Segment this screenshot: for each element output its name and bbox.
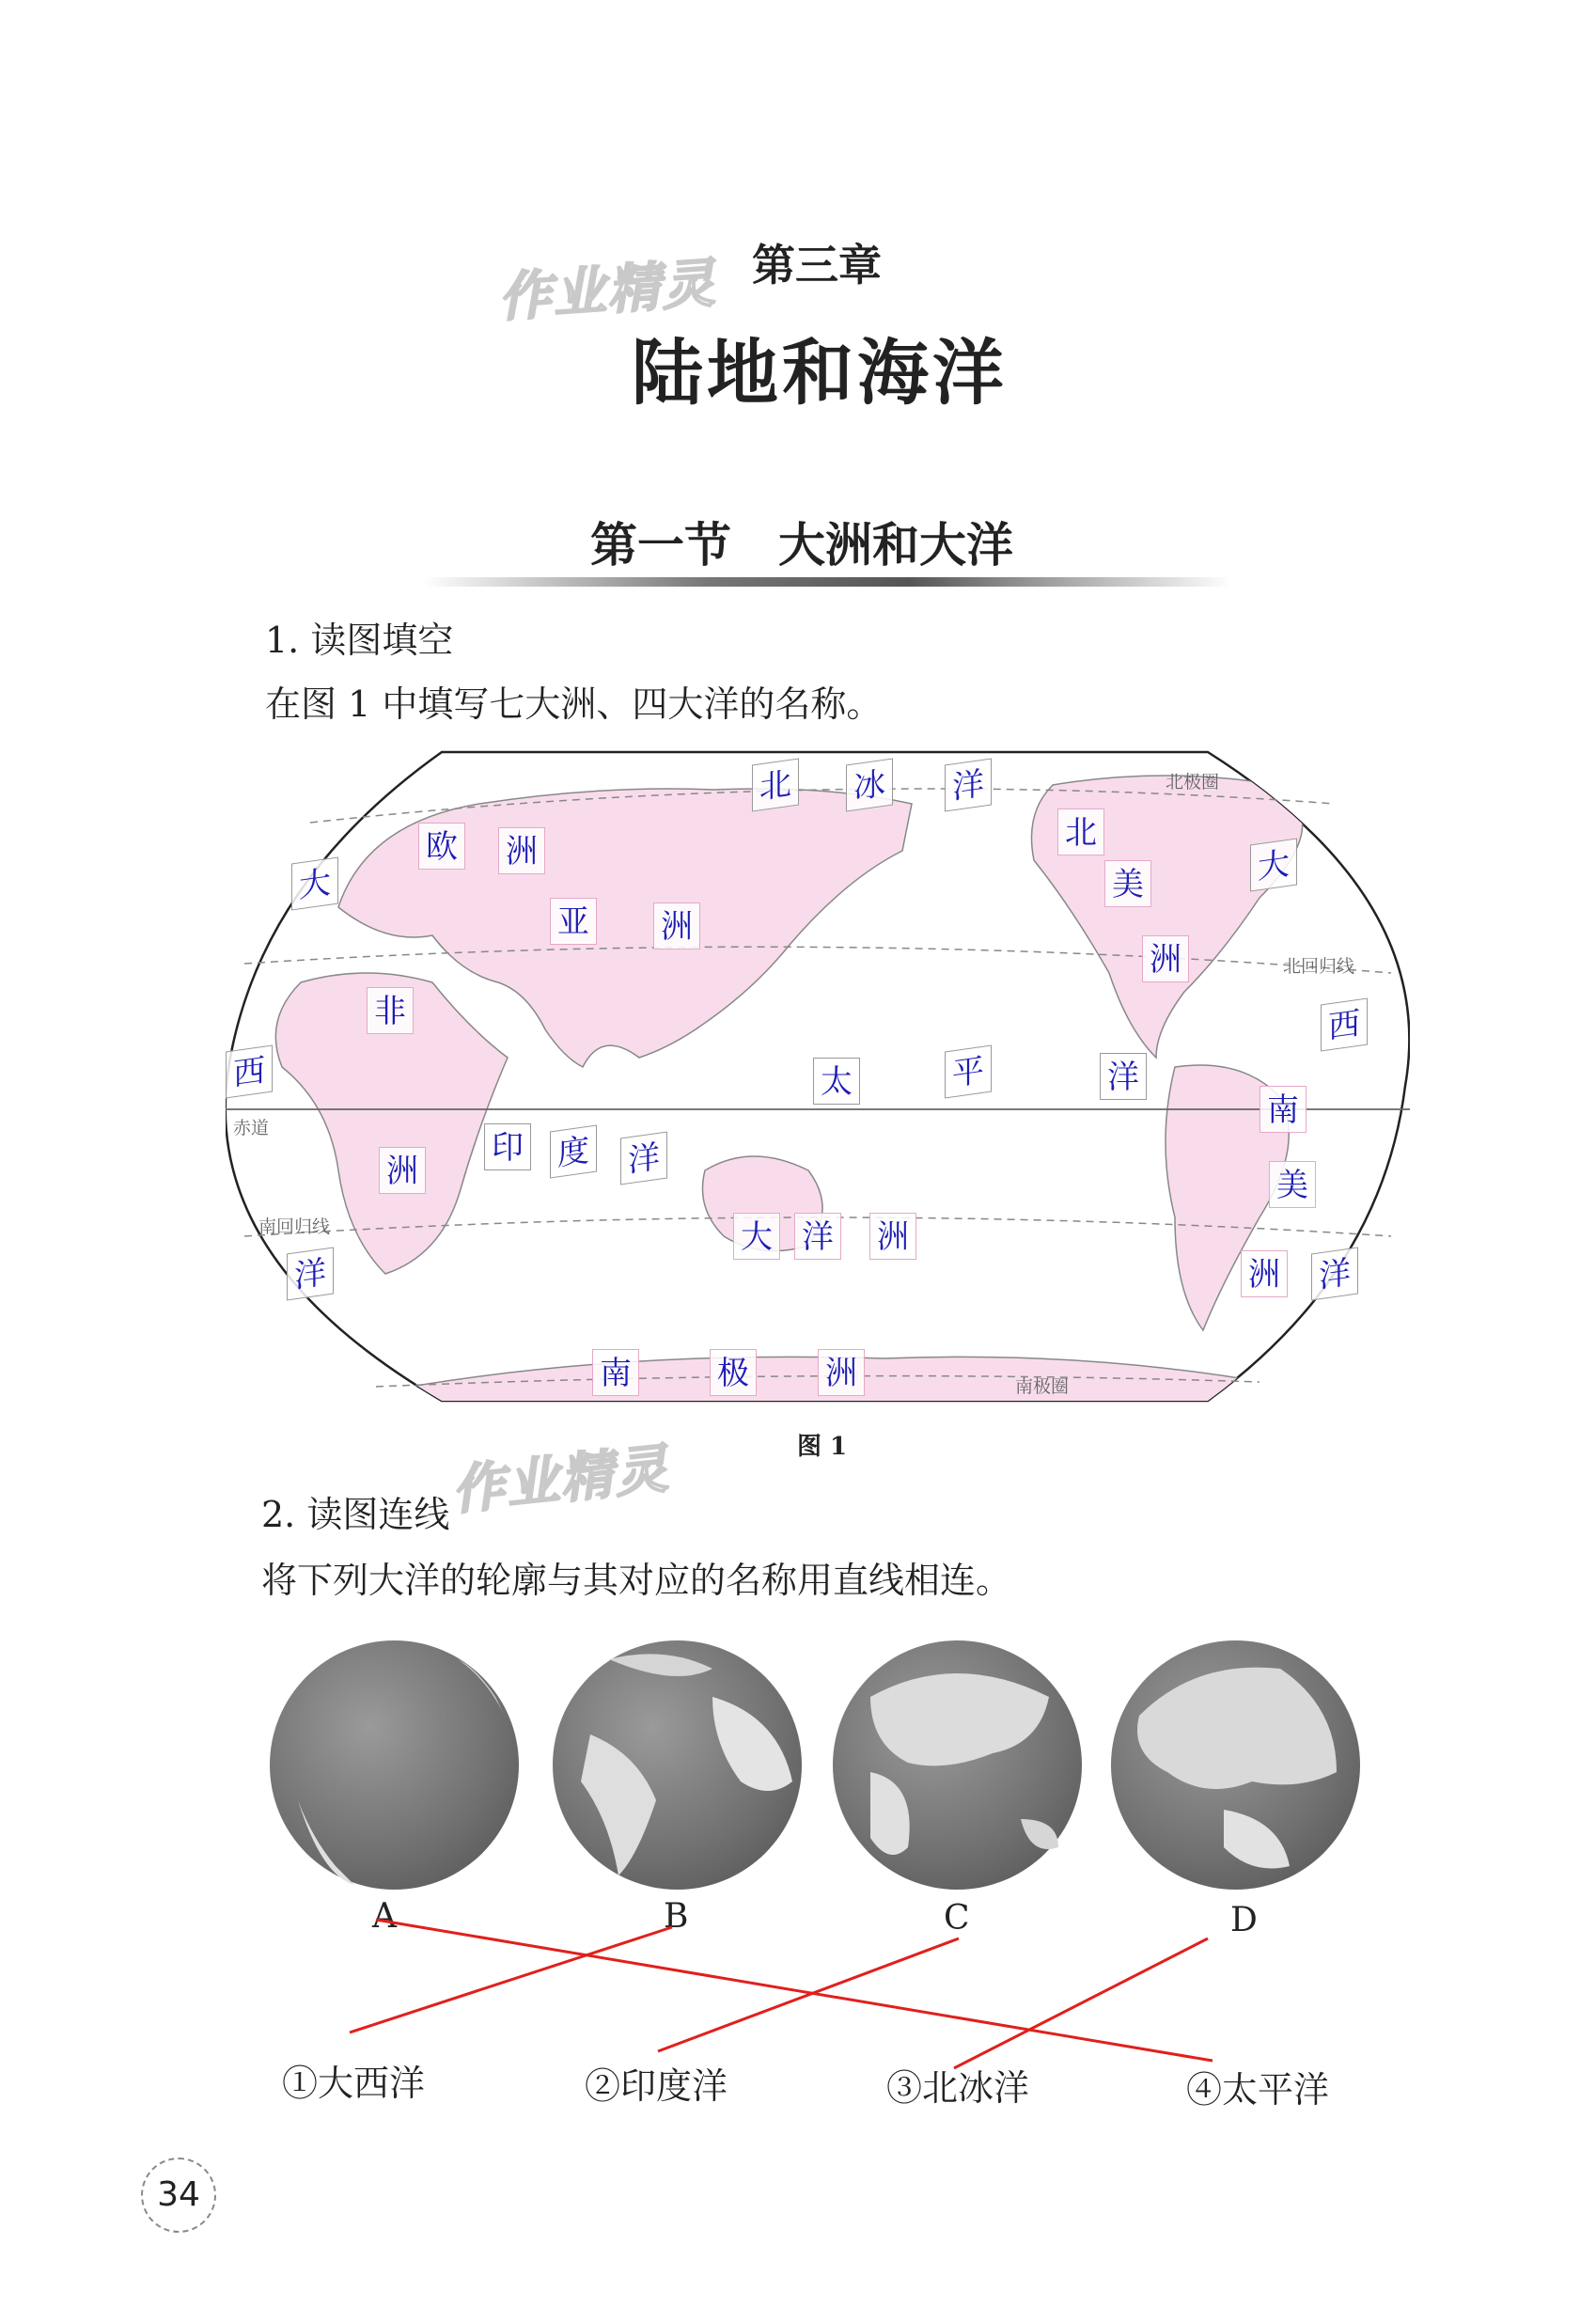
answer-label: 欧 [418,823,465,870]
answer-line-a-to-4 [376,1920,1213,2061]
answer-line-d-to-3 [954,1938,1208,2068]
map-label-tropic-of-cancer: 北回归线 [1283,956,1355,977]
answer-label: 西 [226,1044,273,1098]
answer-label: 北 [1057,808,1104,855]
answer-label: 平 [945,1044,992,1098]
chapter-label: 第三章 [752,240,882,290]
option-1: ①大西洋 [282,2063,426,2104]
q1-heading: 1. 读图填空 [265,620,454,661]
answer-label: 洋 [945,758,992,811]
answer-label: 印 [484,1123,531,1170]
q2-instruction: 将下列大洋的轮廓与其对应的名称用直线相连。 [261,1560,1012,1601]
q2-heading: 2. 读图连线 [261,1494,450,1535]
answer-label: 洲 [498,827,545,874]
option-2: ②印度洋 [585,2065,728,2107]
answer-label: 洲 [653,902,700,949]
answer-label: 洲 [1241,1250,1288,1297]
answer-label: 太 [813,1058,860,1105]
answer-label: 大 [733,1213,780,1260]
answer-label: 大 [291,856,338,910]
answer-label: 南 [592,1349,639,1396]
answer-label: 洋 [287,1247,334,1300]
answer-label: 南 [1260,1086,1307,1133]
globe-label-a: A [372,1897,397,1936]
answer-label: 亚 [550,898,597,945]
map-label-equator: 赤道 [233,1118,270,1138]
answer-line-c-to-2 [658,1938,959,2051]
globe-label-b: B [664,1897,689,1936]
answer-label: 洲 [1142,935,1189,982]
answer-label: 北 [752,758,799,811]
option-4: ④太平洋 [1186,2069,1330,2111]
page-number: 34 [141,2158,216,2233]
answer-label: 西 [1321,997,1368,1051]
option-3: ③北冰洋 [886,2067,1030,2109]
answer-label: 洲 [869,1213,916,1260]
answer-label: 极 [710,1349,757,1396]
map-label-tropic-of-capricorn: 南回归线 [258,1216,331,1237]
answer-label: 大 [1250,838,1297,891]
q1-instruction: 在图 1 中填写七大洲、四大洋的名称。 [265,683,883,725]
section-title: 第一节 大洲和大洋 [590,518,1013,573]
answer-label: 非 [367,987,414,1034]
answer-label: 美 [1104,860,1151,907]
answer-label: 冰 [846,758,893,811]
globe-label-c: C [944,1899,970,1938]
answer-label: 洲 [818,1349,865,1396]
answer-label: 度 [550,1124,597,1178]
answer-label: 洲 [379,1147,426,1194]
answer-label: 洋 [1311,1247,1358,1300]
chapter-title: 陆地和海洋 [632,331,1008,415]
map-label-arctic-circle: 北极圈 [1166,772,1220,793]
globe-label-d: D [1230,1901,1258,1939]
answer-label: 洋 [1100,1053,1147,1100]
map-label-antarctic-circle: 南极圈 [1015,1376,1070,1397]
answer-label: 洋 [794,1213,841,1260]
watermark: 作业精灵 [448,1438,673,1522]
watermark: 作业精灵 [496,252,719,330]
answer-label: 美 [1269,1161,1316,1208]
answer-label: 洋 [620,1131,667,1185]
figure-caption: 图 1 [797,1433,848,1461]
